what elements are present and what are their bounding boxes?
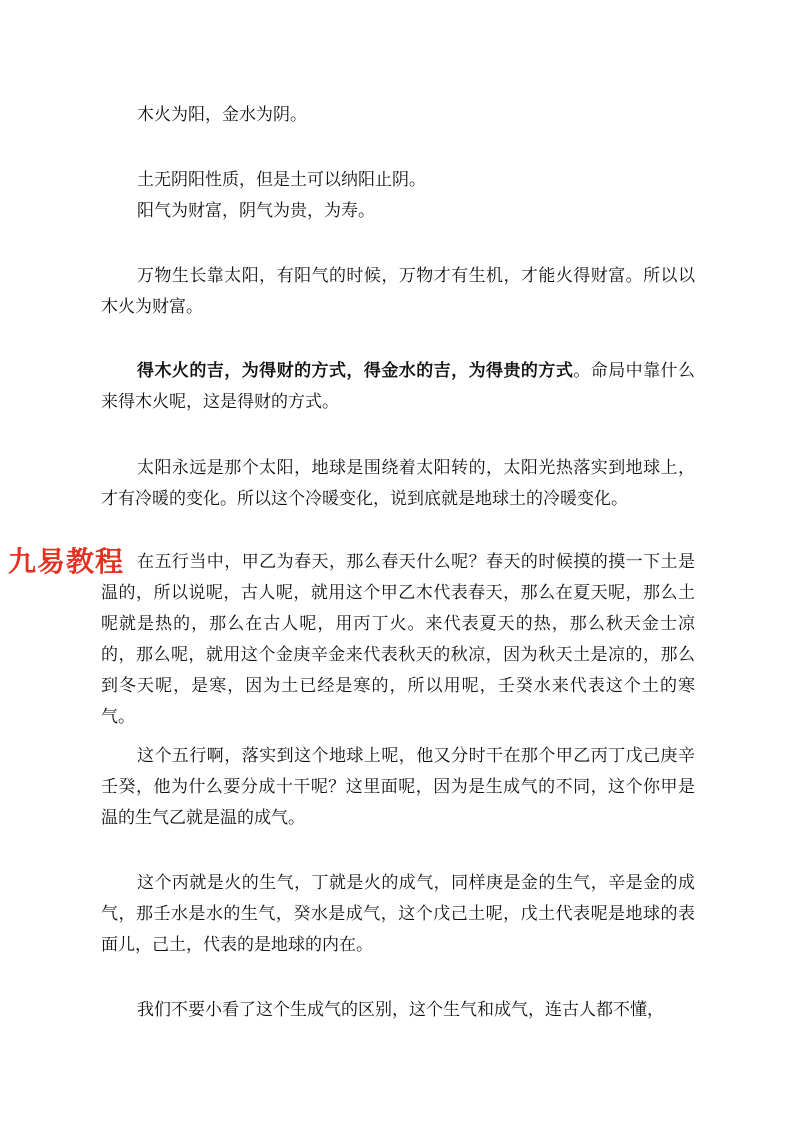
paragraph-generating-qi: 这个丙就是火的生气，丁就是火的成气，同样庚是金的生气，辛是金的成气，那壬水是水的生气，癸水是成气，这个戊己土呢，戊土代表呢是地球的表面儿，己土，代表的是地球的内在。 bbox=[101, 873, 695, 955]
paragraph-sun-earth: 太阳永远是那个太阳，地球是围绕着太阳转的，太阳光热落实到地球上，才有冷暖的变化。所以这个冷暖变化，说到底就是地球土的冷暖变化。 bbox=[101, 458, 695, 509]
paragraph-wealth-method bbox=[101, 356, 695, 418]
paragraph-earth-nature: 土无阴阳性质，但是土可以纳阳止阴。 bbox=[137, 170, 426, 190]
bold-key-sentence: 得木火的吉，为得财的方式，得金水的吉，为得贵的方式 bbox=[137, 361, 574, 381]
paragraph-five-elements-seasons: 在五行当中，甲乙为春天，那么春天什么呢？春天的时候摸的摸一下土是温的，所以说呢，古人呢，就用这个甲乙木代表春天，那么在夏天呢，那么土呢就是热的，那么在古人呢，用丙丁火。来代表夏天的热，那么秋天金士凉的，那么呢，就用这个金庚辛金来代表秋天的秋凉，因为秋天土是凉的，那么到冬天呢，是寒，因为土已经是寒的，所以用呢，壬癸水来代表这个土的寒气。 bbox=[101, 552, 695, 727]
paragraph-difference: 我们不要小看了这个生成气的区别，这个生气和成气，连古人都不懂， bbox=[137, 1000, 664, 1020]
paragraph-wealth-method-rest: 。命局中靠什么来得木火呢，这是得财的方式。 bbox=[101, 361, 696, 412]
paragraph-yin-yang: 木火为阳，金水为阴。 bbox=[137, 105, 307, 125]
paragraph-wealth-nobility: 阳气为财富，阴气为贵，为寿。 bbox=[137, 201, 375, 221]
paragraph-sun-growth: 万物生长靠太阳，有阳气的时候，万物才有生机，才能火得财富。所以以木火为财富。 bbox=[101, 266, 695, 317]
watermark-logo: 九易教程 bbox=[6, 543, 126, 581]
paragraph-ten-stems: 这个五行啊，落实到这个地球上呢，他又分时干在那个甲乙丙丁戊己庚辛壬癸，他为什么要分成十干呢？这里面呢，因为是生成气的不同，这个你甲是温的生气乙就是温的成气。 bbox=[101, 746, 695, 828]
